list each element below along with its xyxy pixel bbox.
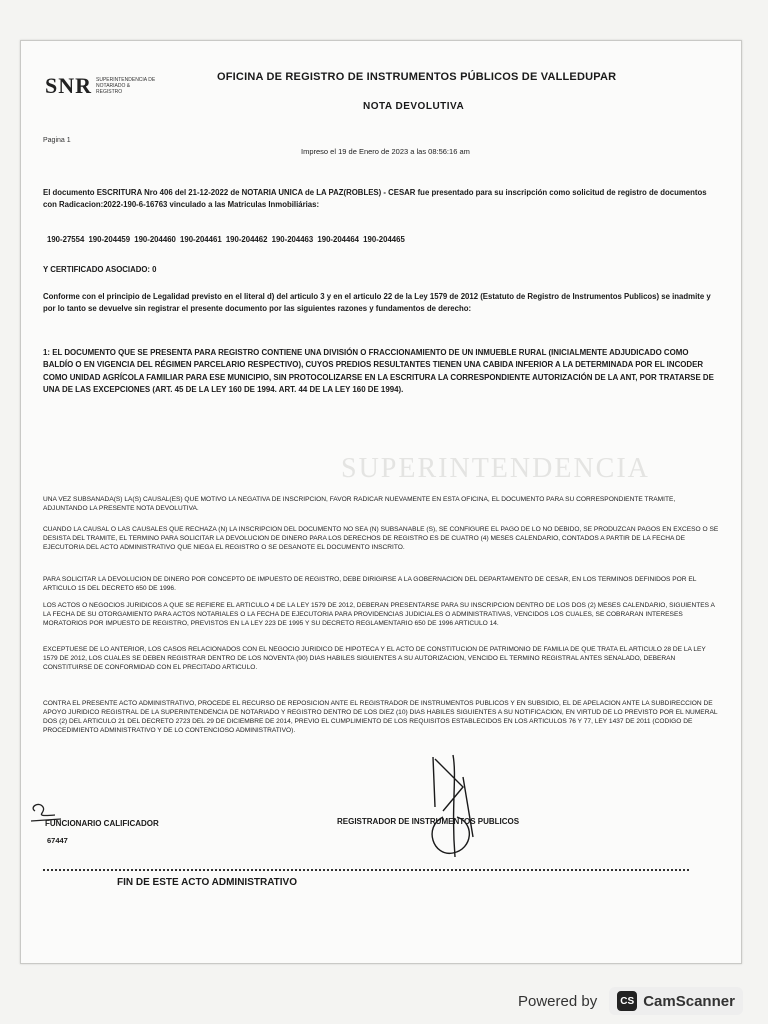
notice-paragraph: LOS ACTOS O NEGOCIOS JURIDICOS A QUE SE REFIERE EL ARTICULO 4 DE LA LEY 1579 DE 2012, DEBERAN PRESENTARSE PARA SU INSCRIPCION DENTRO DE LOS DOS (2) MESES CALENDARIO, SIGUIENTES A LA FECHA DE SU OTORGAMIENTO PARA ACTOS NOTARIALES O LA FECHA DE EJECUTORIA PARA PROVIDENCIAS JUDICIALES O ADMINISTRATIVAS, VENCIDOS LOS CUALES, SE COBRARAN INTERESES MORATORIOS POR IMPUESTO DE REGISTRO, PREVISTOS EN LA LEY 223 DE 1995 Y SU DECRETO REGLAMENTARIO 650 DE 1996 ARTICULO 14.: [43, 602, 715, 627]
registrador-label: REGISTRADOR DE INSTRUMENTOS PUBLICOS: [337, 817, 520, 826]
legalidad-paragraph: Conforme con el principio de Legalidad previsto en el literal d) del articulo 3 y en el articulo 22 de la Ley 1579 de 2012 (Estatuto de Registro de Instrumentos Publicos) se inadmite y por lo tanto se devuelve sin registrar el presente documento por las siguientes razones y fundamentos de derecho:: [43, 292, 711, 313]
notice-paragraph: PARA SOLICITAR LA DEVOLUCION DE DINERO POR CONCEPTO DE IMPUESTO DE REGISTRO, DEBE DIRIGIRSE A LA GOBERNACION DEL DEPARTAMENTO DE CESAR, EN LOS TERMINOS DEFINIDOS POR EL ARTICULO 15 DEL DECRETO 650 DE 1996.: [43, 576, 697, 592]
camscanner-name: CamScanner: [643, 992, 735, 1010]
notice-paragraph: EXCEPTUESE DE LO ANTERIOR, LOS CASOS RELACIONADOS CON EL NEGOCIO JURIDICO DE HIPOTECA Y EL ACTO DE CONSTITUCION DE PATRIMONIO DE FAMILIA DE QUE TRATA EL ARTICULO 28 DE LA LEY 1579 DE 2012, LOS CUALES SE DEBEN REGISTRAR DENTRO DE LOS NOVENTA (90) DIAS HABILES SIGUIENTES A SU AUTORIZACION, VENCIDO EL TERMINO REGISTRAL ANTES SENALADO, DEBERAN CONSTITUIRSE DE CONFORMIDAD CON EL PRECITADO ARTICULO.: [43, 646, 706, 671]
watermark-text: SUPERINTENDENCIA: [341, 453, 650, 484]
certificado-asociado: Y CERTIFICADO ASOCIADO: 0: [43, 265, 157, 274]
printed-timestamp: Impreso el 19 de Enero de 2023 a las 08:56:16 am: [301, 147, 470, 156]
camscanner-badge[interactable]: [609, 987, 743, 1015]
notice-paragraph: CONTRA EL PRESENTE ACTO ADMINISTRATIVO, PROCEDE EL RECURSO DE REPOSICION ANTE EL REGISTRADOR DE INSTRUMENTOS PUBLICOS Y EN SUBSIDIO, EL DE APELACION ANTE LA SUBDIRECCION DE APOYO JURIDICO REGISTRAL DE LA SUPERINTENDENCIA DE NOTARIADO Y REGISTRO DENTRO DE LOS DIEZ (10) DIAS HABILES SIGUIENTES A SU NOTIFICACION, EN VIRTUD DE LO PREVISTO POR EL NUMERAL DOS (2) DEL ARTICULO 21 DEL DECRETO 2723 DEL 29 DE DICIEMBRE DE 2014, PREVIO EL CUMPLIMIENTO DE LOS REQUISITOS ESTABLECIDOS EN LOS ARTICULOS 76 Y 77, LEY 1437 DE 2011 (CODIGO DE PROCEDIMIENTO ADMINISTRATIVO Y DE LO CONTENCIOSO ADMINISTRATIVO).: [43, 700, 718, 734]
powered-by-text: Powered by: [518, 992, 598, 1010]
camscanner-footer: [518, 984, 743, 1018]
logo-subtitle: SUPERINTENDENCIA DE NOTARIADO & REGISTRO: [96, 77, 156, 95]
notice-paragraph: UNA VEZ SUBSANADA(S) LA(S) CAUSAL(ES) QUE MOTIVO LA NEGATIVA DE INSCRIPCION, FAVOR RADICAR NUEVAMENTE EN ESTA OFICINA, EL DOCUMENTO PARA SU CORRESPONDIENTE TRAMITE, ADJUNTANDO LA PRESENTE NOTA DEVOLUTIVA.: [43, 496, 676, 512]
intro-paragraph: El documento ESCRITURA Nro 406 del 21-12-2022 de NOTARIA UNICA de LA PAZ(ROBLES) - CESAR fue presentado para su inscripción como solicitud de registro de documentos con Radicacion:2022-190-6-16763 vinculado a las Matriculas Inmobiliárias:: [43, 188, 707, 209]
document-page: [20, 40, 742, 964]
office-title: OFICINA DE REGISTRO DE INSTRUMENTOS PÚBLICOS DE VALLEDUPAR: [217, 71, 617, 83]
camscanner-icon: CS: [617, 991, 637, 1011]
divider: [43, 869, 689, 871]
closing-text: FIN DE ESTE ACTO ADMINISTRATIVO: [117, 877, 298, 888]
page-number: Pagina 1: [43, 137, 71, 144]
notice-paragraph: CUANDO LA CAUSAL O LAS CAUSALES QUE RECHAZA (N) LA INSCRIPCION DEL DOCUMENTO NO SEA (N) SUBSANABLE (S), SE CONFIGURE EL PAGO DE LO NO DEBIDO, SE PRODUZCAN PAGOS EN EXCESO O SE DESISTA DEL TRAMITE, EL TERMINO PARA SOLICITAR LA DEVOLUCION DE DINERO PARA LOS DERECHOS DE REGISTRO ES DE CUATRO (4) MESES CALENDARIO, CONTADOS A PARTIR DE LA FECHA DE EJECUTORIA DEL ACTO ADMINISTRATIVO QUE NIEGA EL REGISTRO O SE DESANOTE EL DOCUMENTO INSCRITO.: [43, 526, 719, 551]
funcionario-code: 67447: [47, 836, 68, 845]
document-title: NOTA DEVOLUTIVA: [363, 101, 465, 112]
funcionario-label: FUNCIONARIO CALIFICADOR: [45, 819, 159, 828]
logo-mark: SNR: [45, 73, 93, 98]
causal-paragraph: 1: EL DOCUMENTO QUE SE PRESENTA PARA REGISTRO CONTIENE UNA DIVISIÓN O FRACCIONAMIENTO DE UN INMUEBLE RURAL (INICIALMENTE ADJUDICADO COMO BALDÍO O EN VIGENCIA DEL RÉGIMEN PARCELARIO RESPECTIVO), CUYOS PREDIOS RESULTANTES TIENEN UNA CABIDA INFERIOR A LA DETERMINADA POR EL INCODER COMO UNIDAD AGRÍCOLA FAMILIAR PARA ESE MUNICIPIO, SIN PROTOCOLIZARSE EN LA ESCRITURA LA CORRESPONDIENTE AUTORIZACIÓN DE LA ANT, POR TRATARSE DE UNA DE LAS EXCEPCIONES (ART. 45 DE LA LEY 160 DE 1994. ART. 44 DE LA LEY 160 DE 1994).: [43, 348, 714, 395]
registrar-signature-icon: [413, 747, 493, 867]
snr-logo: [45, 73, 156, 99]
matriculas-list: 190-27554 190-204459 190-204460 190-204461 190-204462 190-204463 190-204464 190-204465: [47, 235, 405, 244]
